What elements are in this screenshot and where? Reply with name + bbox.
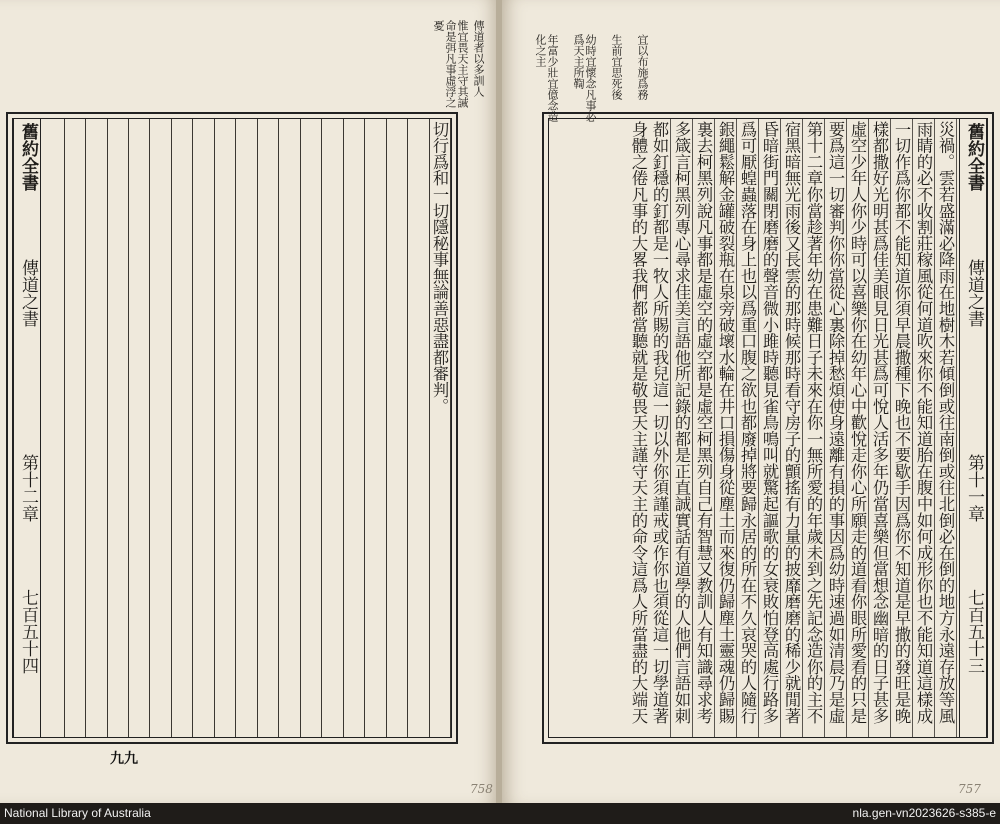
left-text-frame (6, 112, 458, 744)
margin-note: 宜以布施爲務 (636, 34, 649, 100)
pencil-page-number: 757 (958, 782, 981, 796)
empty-line (408, 119, 429, 737)
running-page-number: 七百五十三 (964, 589, 984, 674)
text-line: 樣都撒好光明甚爲佳美眼見日光甚爲可悅人活多年仍當喜樂但當想念幽暗的日子甚多 (869, 119, 891, 737)
right-text-columns (549, 119, 957, 737)
empty-line (322, 119, 343, 737)
right-margin-notes-group (534, 34, 648, 124)
margin-note: 傳道者以多訓人 (472, 20, 485, 97)
empty-line (43, 119, 64, 737)
footer-bar (0, 803, 1000, 824)
left-margin-notes-group (432, 20, 488, 110)
empty-line (387, 119, 408, 737)
text-line: 要爲這一切審判你你當從心裏除掉愁煩使身遠離有損的事因爲幼時速過如清晨乃是虛 (825, 119, 847, 737)
empty-line (279, 119, 300, 737)
running-title: 舊約全書 (18, 123, 38, 191)
empty-line (258, 119, 279, 737)
running-book: 傳道之書 (18, 259, 38, 327)
text-line: 雨睛的必不收割莊稼風從何道吹來你不能知道胎在腹中如何成形你也不能知道這樣成 (913, 119, 935, 737)
library-name: National Library of Australia (4, 806, 151, 820)
empty-line (236, 119, 257, 737)
left-folio-number: 九九 (110, 751, 138, 767)
text-line: 宿黑暗無光雨後又長雲的那時候那時看守房子的顫搖有力量的披靡磨磨的稀少就閒著 (781, 119, 803, 737)
text-line: 虛空少年人你少時可以喜樂你在幼年心中歡悅走你心所願走的道看你眼所愛看的只是 (847, 119, 869, 737)
running-chapter: 第十一章 (964, 454, 984, 522)
text-line: 身體之倦凡事的大畧我們都當聽就是敬畏天主謹守天主的命令這爲人所當盡的大端天 (629, 121, 648, 724)
empty-line (344, 119, 365, 737)
empty-line (215, 119, 236, 737)
margin-note: 惟宜畏天主守其誡命是弭凡事虛浮之憂 (432, 20, 469, 108)
right-running-head (959, 119, 987, 737)
left-page (0, 0, 498, 803)
pencil-page-number: 758 (470, 782, 493, 796)
text-line: 銀繩鬆解金罐破裂瓶在泉旁破壞水輪在井口損傷身從塵土而來復仍歸塵土靈魂仍歸賜 (715, 119, 737, 737)
right-text-frame (542, 112, 994, 744)
running-book: 傳道之書 (964, 259, 984, 327)
empty-line (86, 119, 107, 737)
empty-line (150, 119, 171, 737)
margin-note: 年富少壯宜億念造化之主 (534, 34, 559, 122)
empty-line (172, 119, 193, 737)
text-line: 一切作爲你都不能知道你須早晨撒種下晚也不要歇手因爲你不知道是早撒的發旺是晚 (891, 119, 913, 737)
text-line: 都如釘穩的釘都是一牧人所賜的我兒這一切以外你須謹戒或作你也須從這一切學道著 (649, 119, 671, 737)
text-line: 多箴言柯黑列專心尋求佳美言語他所記錄的都是正直誠實話有道學的人他們言語如刺 (671, 119, 693, 737)
text-line: 災禍。雲若盛滿必降雨在地樹木若傾倒或往南倒或往北倒必在倒的地方永遠存放等風 (935, 119, 957, 737)
empty-line (65, 119, 86, 737)
text-line: 第十二章你當趁著年幼在患難日子未來在你一無所愛的年歲未到之先記念造你的主不 (803, 119, 825, 737)
empty-line (108, 119, 129, 737)
text-line: 爲可厭蝗蟲落在身上也以爲重口腹之欲也都廢掉將要歸永居的所在不久哀哭的人隨行 (737, 119, 759, 737)
empty-line (301, 119, 322, 737)
running-page-number: 七百五十四 (18, 589, 38, 674)
right-page (502, 0, 1000, 803)
running-title: 舊約全書 (964, 123, 984, 191)
text-line: 昏暗街門關閉磨磨的聲音微小雎時聽見雀鳥鳴叫就驚起謳歌的女衰敗怕登高處行路多 (759, 119, 781, 737)
empty-line (365, 119, 386, 737)
empty-line (193, 119, 214, 737)
margin-note: 生前宜思死後 (610, 34, 623, 100)
image-identifier: nla.gen-vn2023626-s385-e (852, 806, 996, 820)
empty-line (129, 119, 150, 737)
margin-note: 幼時宜懷念凡事必爲天主所鞫 (572, 34, 597, 122)
text-line: 切行爲和一切隱秘事無論善惡盡都審判。 (430, 119, 451, 737)
left-text-columns (43, 119, 451, 737)
text-line: 裏去柯黑列說凡事都是虛空的虛空都是虛空柯黑列自己有智慧又教訓人有知識尋求考 (693, 119, 715, 737)
running-chapter: 第十二章 (18, 454, 38, 522)
left-running-head (13, 119, 41, 737)
